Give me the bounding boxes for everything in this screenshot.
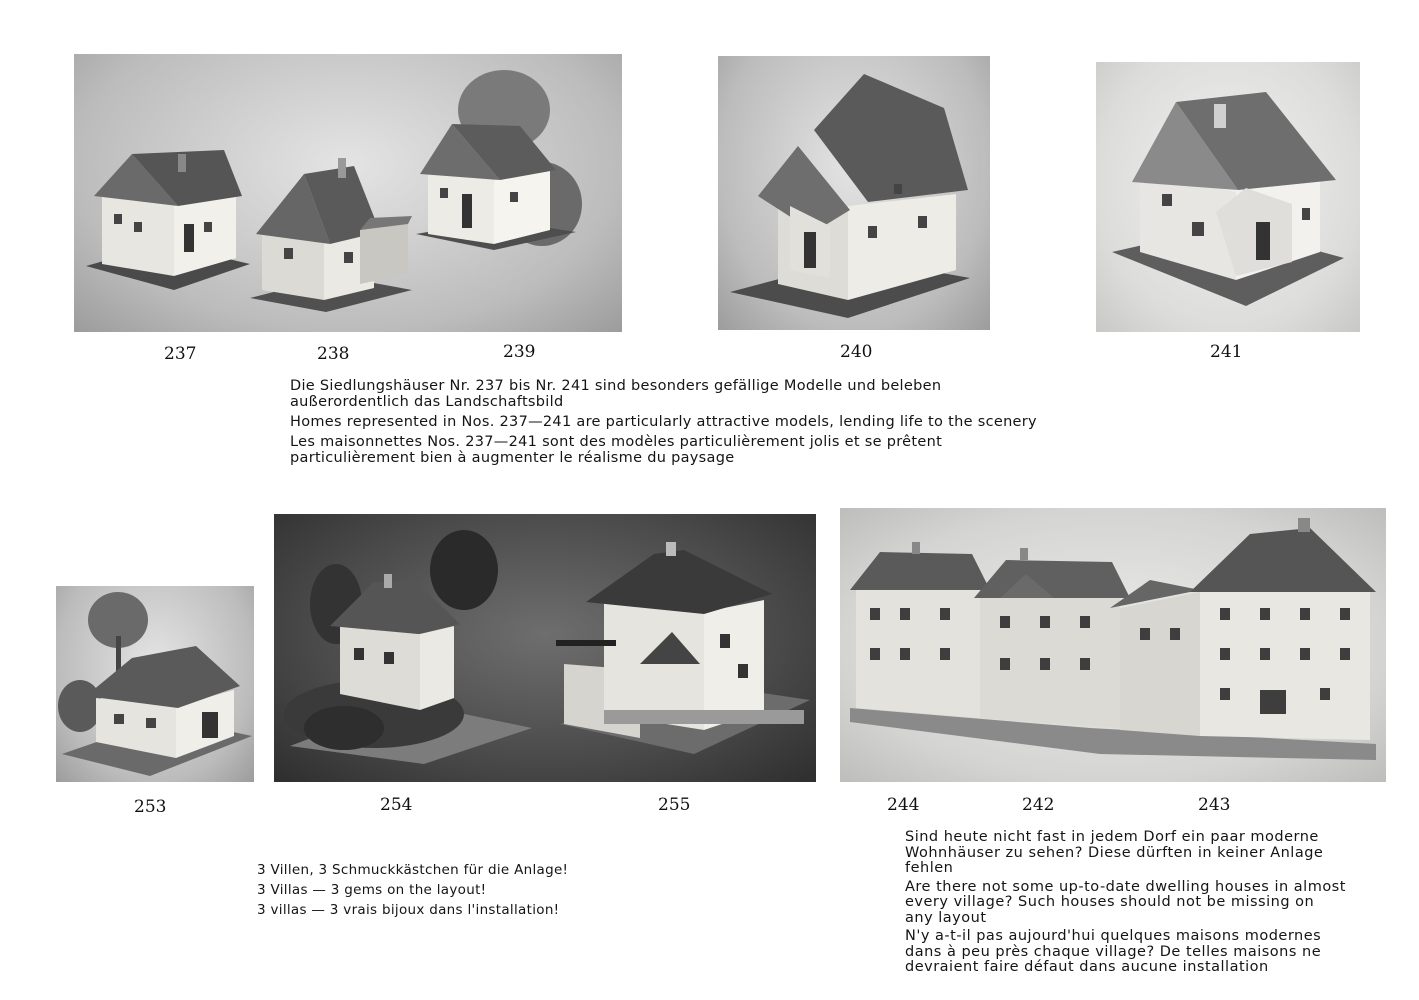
photo-house-241 xyxy=(1096,62,1360,332)
figure-number-254: 254 xyxy=(380,795,413,815)
figure-number-242: 242 xyxy=(1022,795,1055,815)
caption-houses-237-241 xyxy=(290,378,1037,466)
figure-number-240: 240 xyxy=(840,342,873,362)
photo-houses-237-239 xyxy=(74,54,622,332)
figure-number-241: 241 xyxy=(1210,342,1243,362)
caption-de-line1: Die Siedlungshäuser Nr. 237 bis Nr. 241 sind besonders gefällige Modelle und beleben xyxy=(290,378,942,394)
figure-number-253: 253 xyxy=(134,797,167,817)
caption-modern-en-line3: any layout xyxy=(905,909,987,926)
figure-number-238: 238 xyxy=(317,344,350,364)
photo-apartments-244-242-243 xyxy=(840,508,1386,782)
apartment-models-illustration xyxy=(840,508,1386,782)
photo-villas-254-255 xyxy=(274,514,816,782)
photo-house-253 xyxy=(56,586,254,782)
caption-de-line2: außerordentlich das Landschaftsbild xyxy=(290,394,564,410)
house-models-illustration xyxy=(74,54,622,332)
caption-fr-line1: Les maisonnettes Nos. 237—241 sont des modèles particulièrement jolis et se prêtent xyxy=(290,434,943,450)
photo-house-240 xyxy=(718,56,990,330)
caption-modern-fr-line2: dans à peu près chaque village? De telles maisons ne xyxy=(905,943,1322,960)
caption-modern-fr-line3: devraient faire défaut dans aucune installation xyxy=(905,959,1269,975)
house-253-illustration xyxy=(56,586,254,782)
house-241-illustration xyxy=(1096,62,1360,332)
caption-villas-en: 3 Villas — 3 gems on the layout! xyxy=(257,882,487,898)
caption-fr-line2: particulièrement bien à augmenter le réalisme du paysage xyxy=(290,450,735,466)
villa-models-illustration xyxy=(274,514,816,782)
caption-modern-de-line2: Wohnhäuser zu sehen? Diese dürften in keiner Anlage xyxy=(905,844,1324,861)
figure-number-255: 255 xyxy=(658,795,691,815)
house-240-illustration xyxy=(718,56,990,330)
caption-modern-fr-line1: N'y a-t-il pas aujourd'hui quelques maisons modernes xyxy=(905,928,1322,944)
caption-villas-de: 3 Villen, 3 Schmuckkästchen für die Anlage! xyxy=(257,862,569,878)
caption-modern-de-line1: Sind heute nicht fast in jedem Dorf ein paar moderne xyxy=(905,829,1319,845)
caption-modern-houses xyxy=(905,830,1346,976)
caption-en: Homes represented in Nos. 237—241 are particularly attractive models, lending life to the scenery xyxy=(290,414,1037,430)
caption-modern-en-line1: Are there not some up-to-date dwelling houses in almost xyxy=(905,878,1346,895)
caption-modern-de-line3: fehlen xyxy=(905,860,954,876)
caption-modern-en-line2: every village? Such houses should not be missing on xyxy=(905,894,1315,910)
figure-number-243: 243 xyxy=(1198,795,1231,815)
caption-villas-fr: 3 villas — 3 vrais bijoux dans l'installation! xyxy=(257,902,560,918)
caption-villas xyxy=(257,862,568,918)
figure-number-244: 244 xyxy=(887,795,920,815)
figure-number-239: 239 xyxy=(503,342,536,362)
figure-number-237: 237 xyxy=(164,344,197,364)
